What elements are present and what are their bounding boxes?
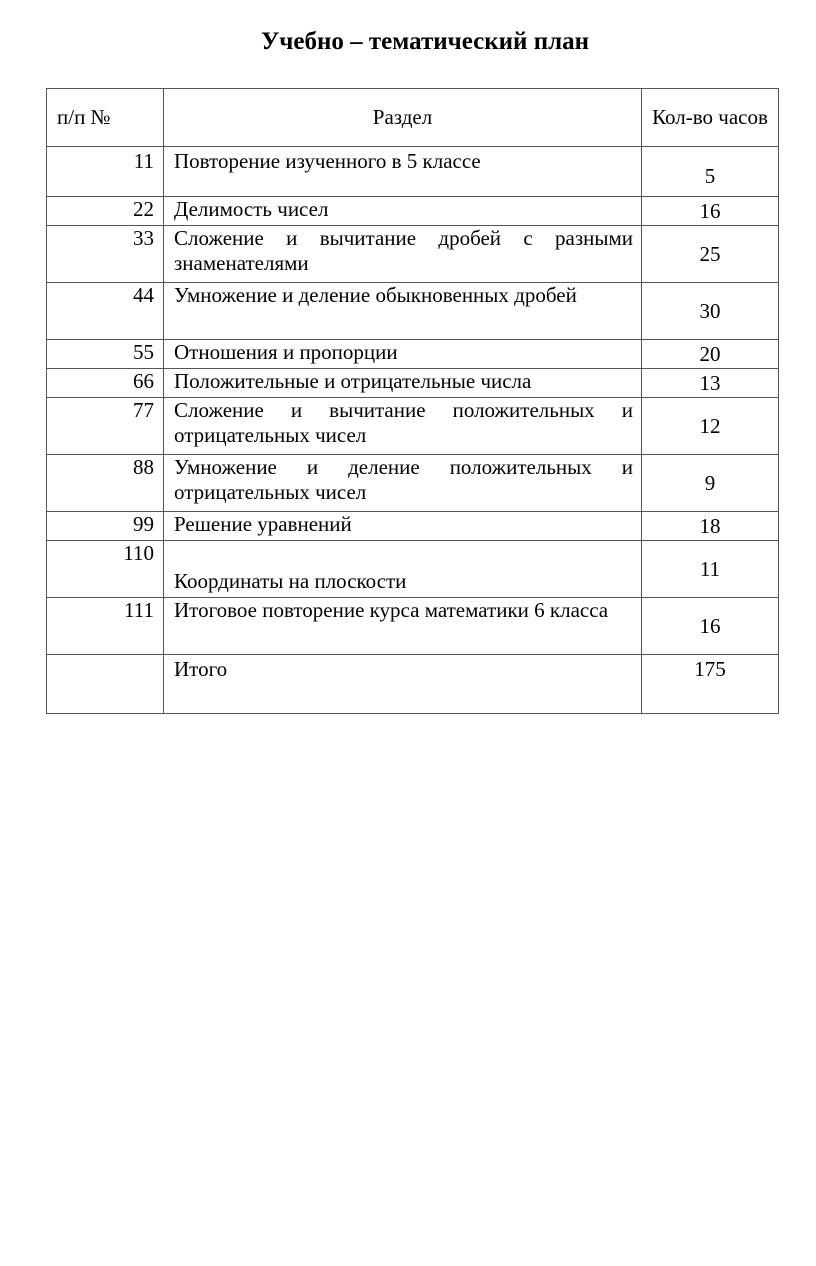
table-row (47, 369, 779, 398)
row-section: Сложение и вычитание положительных и отрицательных чисел (164, 398, 642, 455)
total-hours: 175 (642, 655, 779, 714)
row-number: 66 (47, 369, 164, 398)
table-row (47, 197, 779, 226)
row-hours: 16 (642, 197, 779, 226)
table-row (47, 512, 779, 541)
table-header-row (47, 89, 779, 147)
total-row (47, 655, 779, 714)
total-label: Итого (164, 655, 642, 714)
row-hours: 9 (642, 455, 779, 512)
row-section: Умножение и деление положительных и отрицательных чисел (164, 455, 642, 512)
row-hours: 13 (642, 369, 779, 398)
table-row (47, 226, 779, 283)
row-hours: 30 (642, 283, 779, 340)
row-hours: 16 (642, 598, 779, 655)
row-hours: 18 (642, 512, 779, 541)
row-section: Решение уравнений (164, 512, 642, 541)
row-hours: 5 (642, 147, 779, 197)
row-number: 77 (47, 398, 164, 455)
table-row (47, 398, 779, 455)
row-section: Повторение изученного в 5 классе (164, 147, 642, 197)
header-section: Раздел (164, 89, 642, 147)
table-row (47, 455, 779, 512)
row-number: 55 (47, 340, 164, 369)
row-section: Умножение и деление обыкновенных дробей (164, 283, 642, 340)
table-row (47, 598, 779, 655)
row-section: Координаты на плоскости (174, 569, 407, 593)
row-section: Делимость чисел (164, 197, 642, 226)
row-number: 110 (47, 541, 164, 598)
table-row (47, 283, 779, 340)
row-hours: 11 (642, 541, 779, 598)
row-hours: 25 (642, 226, 779, 283)
header-number: п/п № (47, 89, 164, 147)
row-number: 33 (47, 226, 164, 283)
row-number: 44 (47, 283, 164, 340)
row-number: 111 (47, 598, 164, 655)
row-hours: 20 (642, 340, 779, 369)
thematic-plan-table (46, 88, 779, 714)
row-number: 22 (47, 197, 164, 226)
row-section: Отношения и пропорции (164, 340, 642, 369)
row-section: Итоговое повторение курса математики 6 класса (164, 598, 642, 655)
page-title: Учебно – тематический план (260, 28, 590, 55)
header-hours: Кол-во часов (642, 89, 779, 147)
total-number-empty (47, 655, 164, 714)
row-number: 11 (47, 147, 164, 197)
table-row (47, 340, 779, 369)
row-hours: 12 (642, 398, 779, 455)
row-section: Сложение и вычитание дробей с разными знаменателями (164, 226, 642, 283)
row-section-cell (164, 541, 642, 598)
row-section: Положительные и отрицательные числа (164, 369, 642, 398)
row-number: 88 (47, 455, 164, 512)
row-number: 99 (47, 512, 164, 541)
table-row (47, 541, 779, 598)
table-row (47, 147, 779, 197)
